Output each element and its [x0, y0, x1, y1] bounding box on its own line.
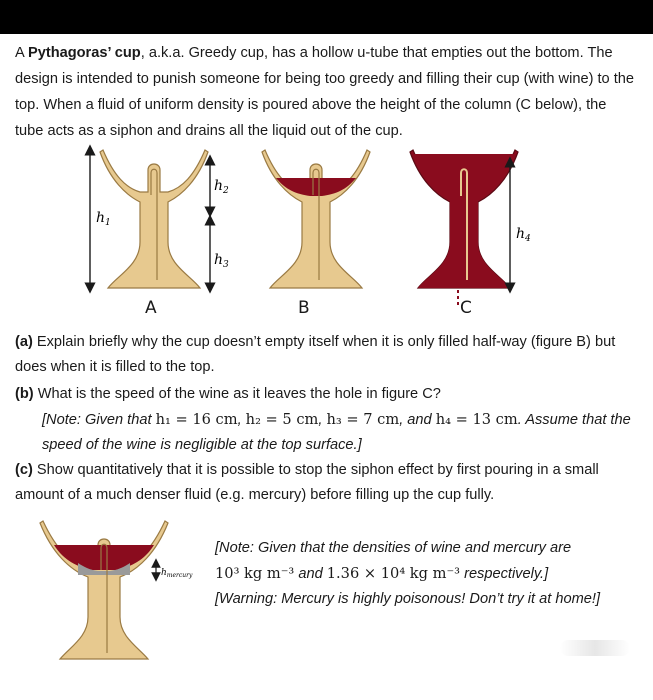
figure-label-c: C — [460, 298, 472, 318]
h3-label: $h_3$ — [214, 252, 229, 270]
top-black-bar — [0, 0, 653, 34]
question-a — [15, 330, 640, 380]
cup-c-wine — [412, 154, 516, 288]
mercury-cup-body — [40, 521, 168, 659]
cup-a-body — [100, 150, 208, 288]
intro-text-start: A — [15, 45, 28, 61]
mercury-cup-figure — [30, 515, 230, 665]
note-open: [Note: Given that — [42, 412, 156, 428]
pythagoras-cups-figure — [0, 140, 653, 330]
h4-value: h₄ = 13 cm — [435, 411, 518, 428]
question-b-text: What is the speed of the wine as it leaves the hole in figure C? — [37, 386, 441, 402]
scan-smudge — [560, 640, 630, 656]
h1-value: h₁ = 16 cm — [155, 411, 238, 428]
cup-c — [410, 150, 518, 308]
note-close: . Assume that the speed of the wine is negligible at the top surface.] — [42, 412, 631, 453]
question-a-text: Explain briefly why the cup doesn’t empty itself when it is only filled half-way (figure B) but does when it is filled to the top. — [15, 334, 616, 375]
density-and: and — [294, 566, 327, 582]
density-note-line1: [Note: Given that the densities of wine and mercury are — [215, 540, 572, 556]
and-word: , and — [399, 412, 436, 428]
h4-label: $h_4$ — [516, 226, 531, 244]
wine-density: 10³ kg m⁻³ — [215, 565, 295, 582]
question-c-tag: (c) — [15, 462, 33, 478]
intro-text-rest: , a.k.a. Greedy cup, has a hollow u-tube that empties out the bottom. The design is intended to punish someone for being too greedy and filling their cup (with wine) to the top. When a fluid of uniform density is poured above the height of the column (C below), the tube acts as a siphon and drains all the liquid out of the cup. — [15, 45, 634, 139]
mercury-density: 1.36 × 10⁴ kg m⁻³ — [326, 565, 461, 582]
question-a-tag: (a) — [15, 334, 33, 350]
h2-value: h₂ = 5 cm — [245, 411, 319, 428]
question-b-tag: (b) — [15, 386, 34, 402]
figure-label-b: B — [298, 298, 310, 318]
cup-a — [100, 150, 208, 288]
h-mercury-label: $h_{mercury}$ — [161, 568, 193, 579]
h1-label: $h_1$ — [96, 210, 111, 228]
intro-paragraph — [15, 40, 637, 144]
question-c — [15, 458, 640, 508]
figure-label-a: A — [145, 298, 157, 318]
cup-b — [262, 150, 370, 288]
density-note-line2 — [215, 561, 645, 587]
question-b-note: [Note: Given that h₁ = 16 cm, h₂ = 5 cm, h₃ = 7 cm, and h₄ = 13 cm. Assume that the speed of the wine is negligible at the top surface.] — [42, 411, 631, 453]
h2-label: $h_2$ — [214, 178, 229, 196]
question-c-text: Show quantitatively that it is possible to stop the siphon effect by first pouring in a small amount of a much denser fluid (e.g. mercury) before filling up the cup fully. — [15, 462, 599, 503]
intro-bold-term: Pythagoras’ cup — [27, 45, 141, 61]
density-note — [215, 536, 645, 612]
cup-b-body — [262, 150, 370, 288]
question-b — [15, 382, 640, 458]
density-note-end: respectively.] — [460, 566, 549, 582]
h3-value: h₃ = 7 cm — [326, 411, 400, 428]
mercury-warning: [Warning: Mercury is highly poisonous! Don’t try it at home!] — [215, 591, 601, 607]
